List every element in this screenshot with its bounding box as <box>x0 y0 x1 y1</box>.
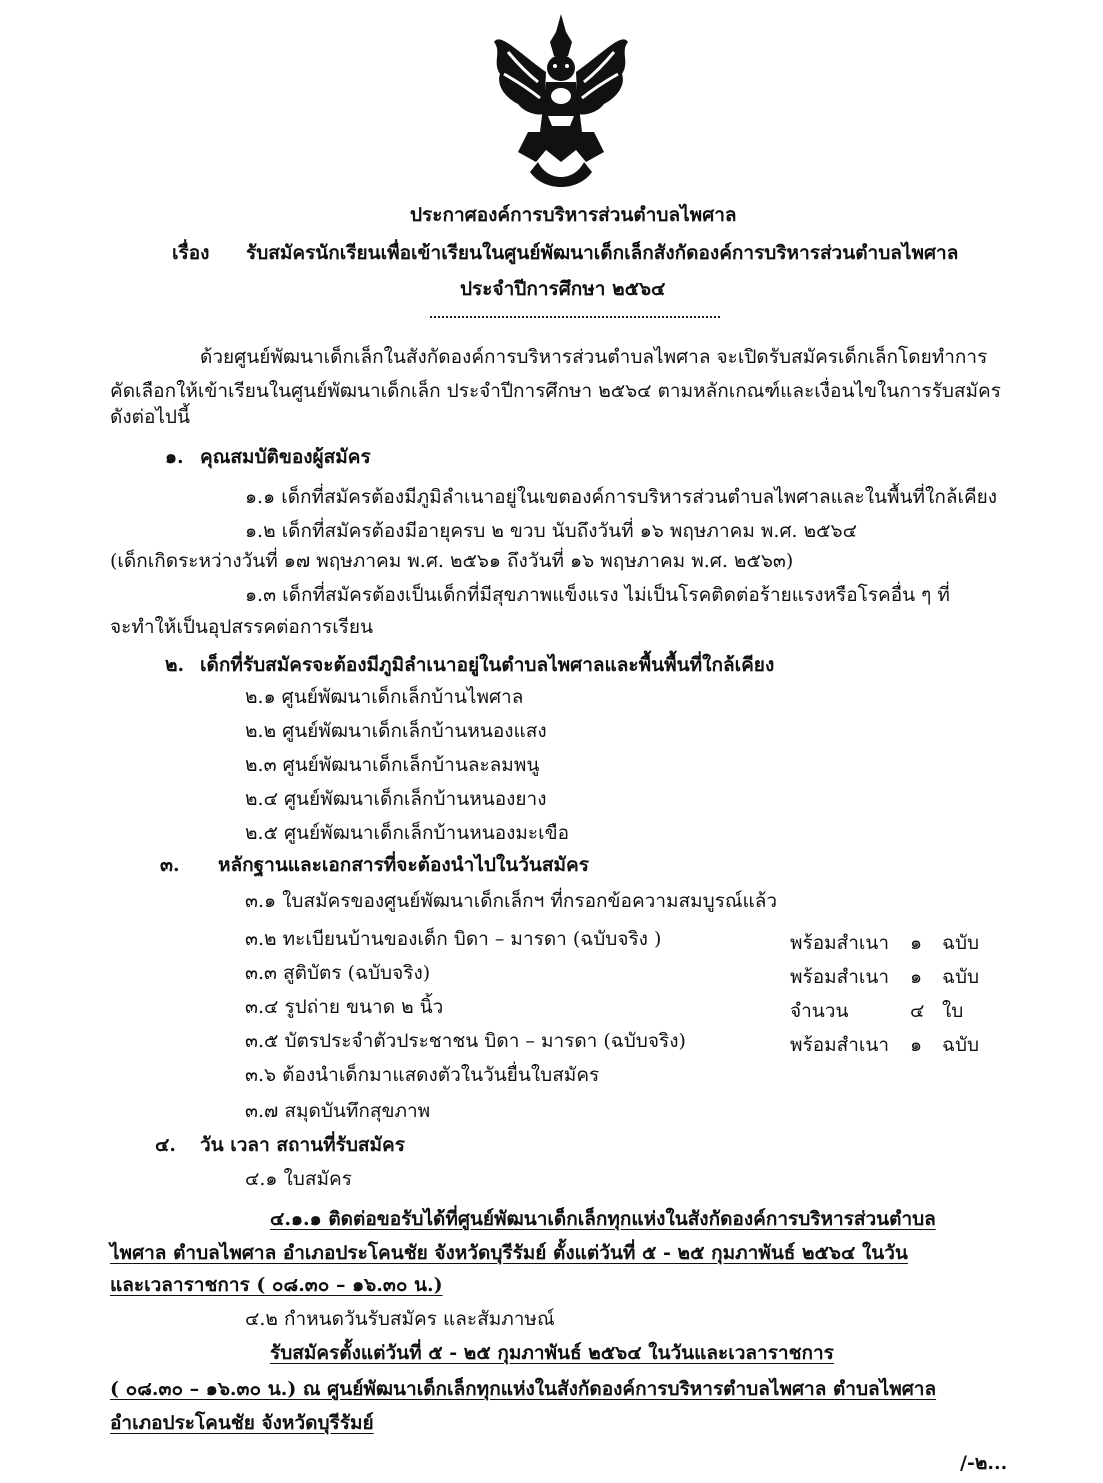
section-2-number: ๒. <box>165 654 185 676</box>
section-2-item: ๒.๕ ศูนย์พัฒนาเด็กเล็กบ้านหนองมะเขือ <box>245 822 570 844</box>
section-1-item-3: ๑.๓ เด็กที่สมัครต้องเป็นเด็กที่มีสุขภาพแข็งแรง ไม่เป็นโรคติดต่อร้ายแรงหรือโรคอื่น ๆ ที่ <box>245 584 950 606</box>
section-1-item-1: ๑.๑ เด็กที่สมัครต้องมีภูมิลำเนาอยู่ในเขตองค์การบริหารส่วนตำบลไพศาลและในพื้นที่ใกล้เคียง <box>245 486 998 508</box>
next-page-marker: /-๒... <box>960 1452 1008 1474</box>
section-3-item-6: ๓.๖ ต้องนำเด็กมาแสดงตัวในวันยื่นใบสมัคร <box>245 1064 600 1086</box>
section-4-number: ๔. <box>155 1134 176 1156</box>
section-4-item-1-1-line-2: ไพศาล ตำบลไพศาล อำเภอประโคนชัย จังหวัดบุรีรัมย์ ตั้งแต่วันที่ ๕ - ๒๕ กุมภาพันธ์ ๒๕๖๔ ในวัน <box>110 1242 908 1264</box>
document-row-unit: ใบ <box>942 1000 964 1022</box>
document-row-count: ๔ <box>910 1000 925 1022</box>
section-1-item-2: ๑.๒ เด็กที่สมัครต้องมีอายุครบ ๒ ขวบ นับถึงวันที่ ๑๖ พฤษภาคม พ.ศ. ๒๕๖๔ <box>245 520 857 542</box>
title-divider <box>430 316 720 318</box>
section-4-title: วัน เวลา สถานที่รับสมัคร <box>200 1134 405 1156</box>
document-row-item: ๓.๓ สูติบัตร (ฉบับจริง) <box>245 962 431 984</box>
document-row-note: พร้อมสำเนา <box>790 932 890 954</box>
section-3-item-1: ๓.๑ ใบสมัครของศูนย์พัฒนาเด็กเล็กฯ ที่กรอกข้อความสมบูรณ์แล้ว <box>245 890 778 912</box>
section-2-title: เด็กที่รับสมัครจะต้องมีภูมิลำเนาอยู่ในตำบลไพศาลและพื้นพื้นที่ใกล้เคียง <box>200 654 775 676</box>
section-1-item-3-cont: จะทำให้เป็นอุปสรรคต่อการเรียน <box>110 616 374 638</box>
section-1-number: ๑. <box>165 446 184 468</box>
document-row-count: ๑ <box>910 932 923 954</box>
document-row-note: พร้อมสำเนา <box>790 966 890 988</box>
document-row-item: ๓.๔ รูปถ่าย ขนาด ๒ นิ้ว <box>245 996 444 1018</box>
announcement-title: ประกาศองค์การบริหารส่วนตำบลไพศาล <box>410 204 737 226</box>
section-4-item-2-line-1: รับสมัครตั้งแต่วันที่ ๕ - ๒๕ กุมภาพันธ์ ๒๕๖๔ ในวันและเวลาราชการ <box>270 1342 834 1364</box>
section-4-item-1-1-line-3: และเวลาราชการ ( ๐๘.๓๐ – ๑๖.๓๐ น.) <box>110 1274 443 1296</box>
section-1-item-2-cont: (เด็กเกิดระหว่างวันที่ ๑๗ พฤษภาคม พ.ศ. ๒๕๖๑ ถึงวันที่ ๑๖ พฤษภาคม พ.ศ. ๒๕๖๓) <box>110 550 794 572</box>
section-4-item-2: ๔.๒ กำหนดวันรับสมัคร และสัมภาษณ์ <box>245 1308 555 1330</box>
document-row-unit: ฉบับ <box>942 932 980 954</box>
subject-text: รับสมัครนักเรียนเพื่อเข้าเรียนในศูนย์พัฒนาเด็กเล็กสังกัดองค์การบริหารส่วนตำบลไพศาล <box>246 242 959 264</box>
document-row-unit: ฉบับ <box>942 1034 980 1056</box>
section-3-item-7: ๓.๗ สมุดบันทึกสุขภาพ <box>245 1100 431 1122</box>
section-4-item-2-line-2: ( ๐๘.๓๐ – ๑๖.๓๐ น.) ณ ศูนย์พัฒนาเด็กเล็กทุกแห่งในสังกัดองค์การบริหารตำบลไพศาล ตำบลไพศาล <box>110 1378 937 1400</box>
document-row-item: ๓.๒ ทะเบียนบ้านของเด็ก บิดา – มารดา (ฉบับจริง ) <box>245 928 662 950</box>
section-2-item: ๒.๔ ศูนย์พัฒนาเด็กเล็กบ้านหนองยาง <box>245 788 547 810</box>
intro-line-3: ดังต่อไปนี้ <box>110 406 190 428</box>
section-4-item-1-1-line-1: ๔.๑.๑ ติดต่อขอรับได้ที่ศูนย์พัฒนาเด็กเล็กทุกแห่งในสังกัดองค์การบริหารส่วนตำบล <box>270 1208 936 1230</box>
section-4-item-2-line-3: อำเภอประโคนชัย จังหวัดบุรีรัมย์ <box>110 1412 374 1434</box>
section-3-title: หลักฐานและเอกสารที่จะต้องนำไปในวันสมัคร <box>218 854 589 876</box>
section-3-number: ๓. <box>160 854 180 876</box>
document-row-note: จำนวน <box>790 1000 849 1022</box>
section-4-item-1: ๔.๑ ใบสมัคร <box>245 1168 352 1190</box>
subject-label: เรื่อง <box>172 242 210 264</box>
section-2-item: ๒.๒ ศูนย์พัฒนาเด็กเล็กบ้านหนองแสง <box>245 720 547 742</box>
garuda-emblem-icon <box>488 12 634 190</box>
section-2-item: ๒.๓ ศูนย์พัฒนาเด็กเล็กบ้านละลมพนู <box>245 754 540 776</box>
section-1-title: คุณสมบัติของผู้สมัคร <box>200 446 371 468</box>
section-2-item: ๒.๑ ศูนย์พัฒนาเด็กเล็กบ้านไพศาล <box>245 686 524 708</box>
document-row-count: ๑ <box>910 1034 923 1056</box>
intro-line-1: ด้วยศูนย์พัฒนาเด็กเล็กในสังกัดองค์การบริหารส่วนตำบลไพศาล จะเปิดรับสมัครเด็กเล็กโดยทำการ <box>200 346 988 368</box>
document-row-count: ๑ <box>910 966 923 988</box>
intro-line-2: คัดเลือกให้เข้าเรียนในศูนย์พัฒนาเด็กเล็ก ประจำปีการศึกษา ๒๕๖๔ ตามหลักเกณฑ์และเงื่อนไขในการรับสมัคร <box>110 380 1001 402</box>
document-row-item: ๓.๕ บัตรประจำตัวประชาชน บิดา – มารดา (ฉบับจริง) <box>245 1030 686 1052</box>
academic-year: ประจำปีการศึกษา ๒๕๖๔ <box>460 278 666 300</box>
document-row-unit: ฉบับ <box>942 966 980 988</box>
document-row-note: พร้อมสำเนา <box>790 1034 890 1056</box>
